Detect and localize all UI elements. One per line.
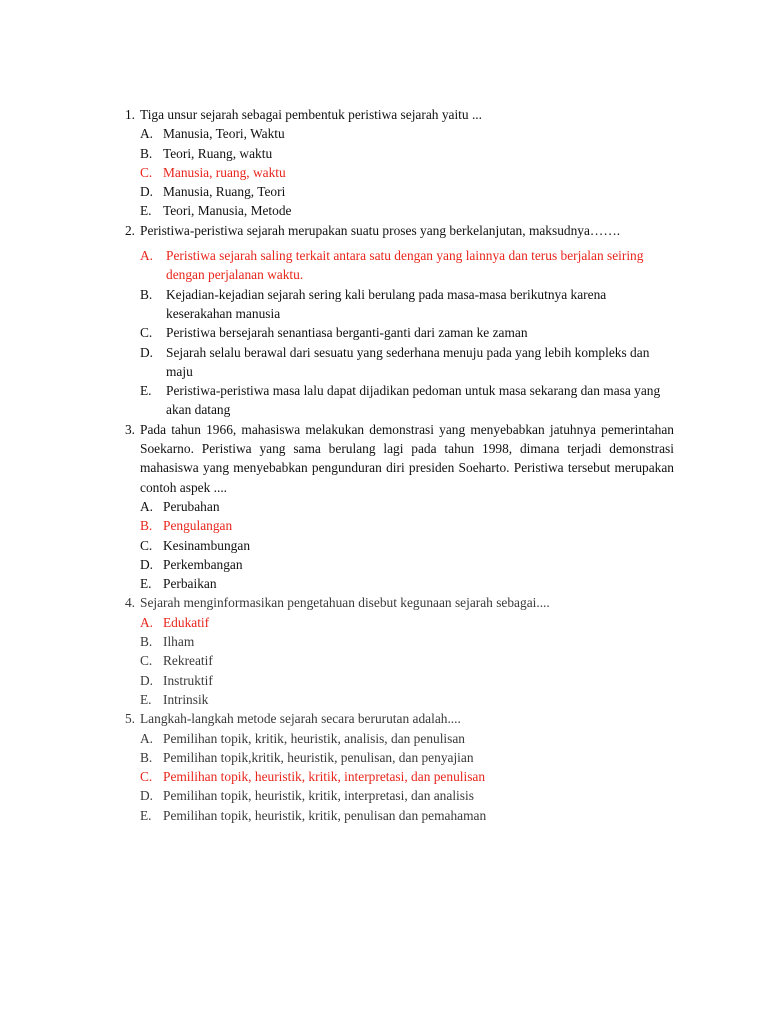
option-3b-answer xyxy=(0,516,768,535)
option-4a-answer xyxy=(0,613,768,632)
option-letter: C. xyxy=(140,653,153,669)
option-letter: A. xyxy=(140,248,154,264)
option-3d xyxy=(0,555,768,574)
option-5b xyxy=(0,748,768,767)
option-letter: E. xyxy=(140,383,152,399)
option-text: Perubahan xyxy=(163,498,220,514)
option-text: Pemilihan topik,kritik, heuristik, penulisan, dan penyajian xyxy=(163,749,474,765)
question-number: 2. xyxy=(124,222,135,238)
option-text: Pemilihan topik, heuristik, kritik, interpretasi, dan analisis xyxy=(163,788,474,804)
question-text: Pada tahun 1966, mahasiswa melakukan demonstrasi yang menyebabkan jatuhnya pemerintahan Soekarno. Peristiwa yang sama berulang lagi pada tahun 1998, dimana terjadi demonstrasi mahasiswa yang menyebabkan pengunduran diri presiden Soeharto. Peristiwa tersebut merupakan contoh aspek .... xyxy=(140,421,674,495)
option-letter: C. xyxy=(140,769,153,785)
option-text: Manusia, ruang, waktu xyxy=(163,164,286,180)
option-1b xyxy=(0,144,768,163)
option-letter: B. xyxy=(140,749,153,765)
question-text: Peristiwa-peristiwa sejarah merupakan suatu proses yang berkelanjutan, maksudnya……. xyxy=(140,222,621,238)
option-letter: C. xyxy=(140,537,153,553)
option-text: Teori, Manusia, Metode xyxy=(163,203,292,219)
question-number: 1. xyxy=(124,107,135,122)
option-letter: B. xyxy=(140,286,153,302)
option-text: Perbaikan xyxy=(163,576,217,592)
option-letter: A. xyxy=(140,126,154,142)
option-5e xyxy=(0,806,768,825)
option-4d xyxy=(0,671,768,690)
option-text: Manusia, Ruang, Teori xyxy=(163,184,286,200)
option-4e xyxy=(0,690,768,709)
option-2d xyxy=(0,343,768,382)
question-3 xyxy=(0,420,768,497)
option-text: Pengulangan xyxy=(163,518,233,534)
option-text: Kejadian-kejadian sejarah sering kali berulang pada masa-masa berikutnya karena keserakahan manusia xyxy=(166,286,607,321)
option-2c xyxy=(0,323,768,342)
option-text: Peristiwa-peristiwa masa lalu dapat dijadikan pedoman untuk masa sekarang dan masa yang akan datang xyxy=(166,383,661,418)
question-number: 5. xyxy=(124,711,135,727)
option-text: Intrinsik xyxy=(163,691,209,707)
option-letter: B. xyxy=(140,518,153,534)
question-text: Tiga unsur sejarah sebagai pembentuk peristiwa sejarah yaitu ... xyxy=(140,107,482,122)
option-letter: E. xyxy=(140,203,152,219)
option-2e xyxy=(0,381,768,420)
option-3c xyxy=(0,536,768,555)
option-letter: A. xyxy=(140,498,154,514)
option-letter: D. xyxy=(140,184,154,200)
option-3a xyxy=(0,497,768,516)
option-letter: B. xyxy=(140,145,153,161)
option-letter: A. xyxy=(140,614,154,630)
option-letter: C. xyxy=(140,164,153,180)
option-text: Sejarah selalu berawal dari sesuatu yang sederhana menuju pada yang lebih kompleks dan maju xyxy=(166,344,650,379)
option-1a xyxy=(0,124,768,143)
option-letter: C. xyxy=(140,325,153,341)
option-letter: E. xyxy=(140,576,152,592)
option-letter: E. xyxy=(140,807,152,823)
option-letter: D. xyxy=(140,344,154,360)
option-5d xyxy=(0,786,768,805)
option-text: Manusia, Teori, Waktu xyxy=(163,126,285,142)
question-number: 3. xyxy=(124,421,135,437)
option-text: Rekreatif xyxy=(163,653,213,669)
question-5 xyxy=(0,709,768,728)
question-number: 4. xyxy=(124,595,135,611)
option-text: Teori, Ruang, waktu xyxy=(163,145,273,161)
option-text: Peristiwa sejarah saling terkait antara satu dengan yang lainnya dan terus berjalan seiring dengan perjalanan waktu. xyxy=(166,248,644,283)
option-5c-answer xyxy=(0,767,768,786)
option-text: Kesinambungan xyxy=(163,537,251,553)
option-letter: A. xyxy=(140,730,154,746)
option-text: Pemilihan topik, heuristik, kritik, penulisan dan pemahaman xyxy=(163,807,487,823)
option-text: Pemilihan topik, kritik, heuristik, analisis, dan penulisan xyxy=(163,730,465,746)
option-1c-answer xyxy=(0,163,768,182)
question-2-options xyxy=(0,246,768,420)
option-4b xyxy=(0,632,768,651)
option-text: Perkembangan xyxy=(163,556,243,572)
option-letter: D. xyxy=(140,788,154,804)
option-1d xyxy=(0,182,768,201)
option-3e xyxy=(0,574,768,593)
option-text: Pemilihan topik, heuristik, kritik, interpretasi, dan penulisan xyxy=(163,769,486,785)
option-text: Edukatif xyxy=(163,614,210,630)
quiz-page xyxy=(0,105,768,825)
option-1e xyxy=(0,201,768,220)
option-letter: B. xyxy=(140,634,153,650)
question-2 xyxy=(0,221,768,240)
option-5a xyxy=(0,729,768,748)
option-text: Ilham xyxy=(163,634,195,650)
option-letter: E. xyxy=(140,691,152,707)
option-text: Peristiwa bersejarah senantiasa berganti-ganti dari zaman ke zaman xyxy=(166,325,528,341)
question-text: Langkah-langkah metode sejarah secara berurutan adalah.... xyxy=(140,711,461,727)
option-text: Instruktif xyxy=(163,672,213,688)
option-4c xyxy=(0,651,768,670)
option-2a-answer xyxy=(0,246,768,285)
option-letter: D. xyxy=(140,672,154,688)
option-letter: D. xyxy=(140,556,154,572)
option-2b xyxy=(0,285,768,324)
question-4 xyxy=(0,593,768,612)
question-text: Sejarah menginformasikan pengetahuan disebut kegunaan sejarah sebagai.... xyxy=(140,595,550,611)
question-1 xyxy=(0,105,768,124)
